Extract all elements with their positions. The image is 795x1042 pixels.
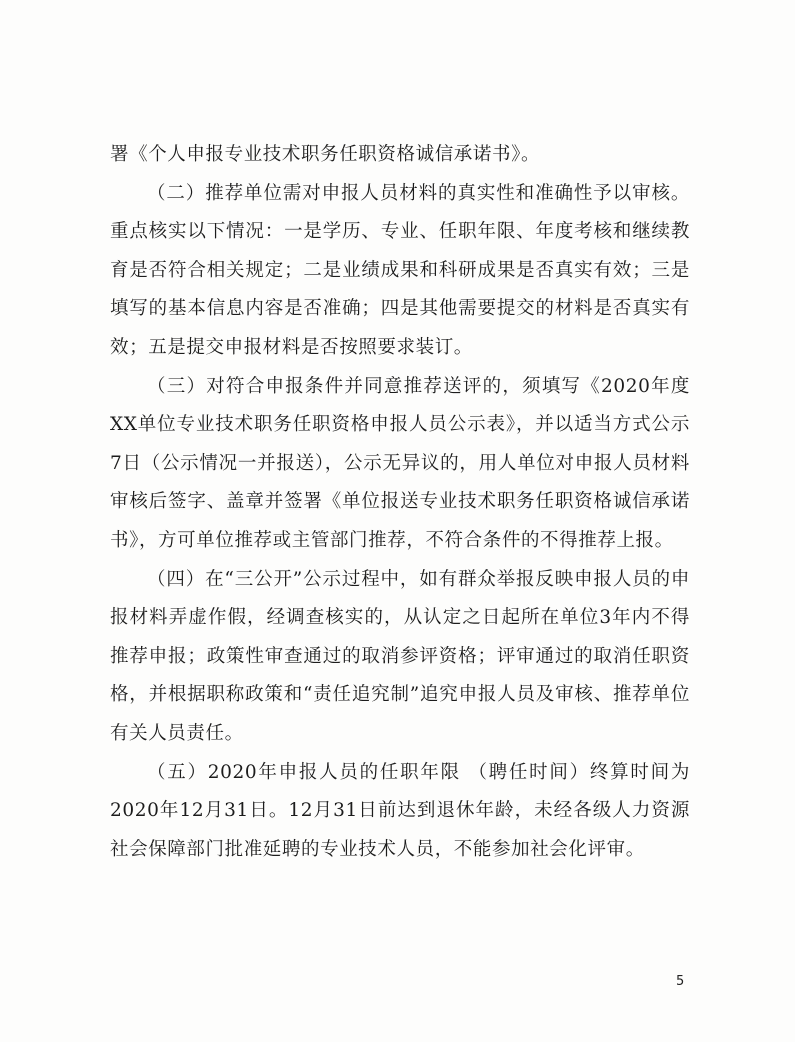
- document-body: [110, 136, 690, 869]
- page-number: 5: [676, 974, 685, 989]
- paragraph-item-3: （三）对符合申报条件并同意推荐送评的，须填写《2020年度XX单位专业技术职务任职资格申报人员公示表》，并以适当方式公示7日（公示情况一并报送），公示无异议的，用人单位对申报人员材料审核后签字、盖章并签署《单位报送专业技术职务任职资格诚信承诺书》，方可单位推荐或主管部门推荐，不符合条件的不得推荐上报。: [110, 375, 690, 551]
- paragraph-item-4: （四）在“三公开”公示过程中，如有群众举报反映申报人员的申报材料弄虚作假，经调查核实的，从认定之日起所在单位3年内不得推荐申报；政策性审查通过的取消参评资格；评审通过的取消任职资格，并根据职称政策和“责任追究制”追究申报人员及审核、推荐单位有关人员责任。: [110, 568, 690, 744]
- paragraph-item-5: （五）2020年申报人员的任职年限 （聘任时间）终算时间为2020年12月31日。12月31日前达到退休年龄，未经各级人力资源社会保障部门批准延聘的专业技术人员，不能参加社会化评审。: [110, 761, 690, 860]
- paragraph-item-2: （二）推荐单位需对申报人员材料的真实性和准确性予以审核。重点核实以下情况：一是学历、专业、任职年限、年度考核和继续教育是否符合相关规定；二是业绩成果和科研成果是否真实有效；三是填写的基本信息内容是否准确；四是其他需要提交的材料是否真实有效；五是提交申报材料是否按照要求装订。: [110, 182, 690, 358]
- paragraph-continuation: 署《个人申报专业技术职务任职资格诚信承诺书》。: [110, 144, 541, 165]
